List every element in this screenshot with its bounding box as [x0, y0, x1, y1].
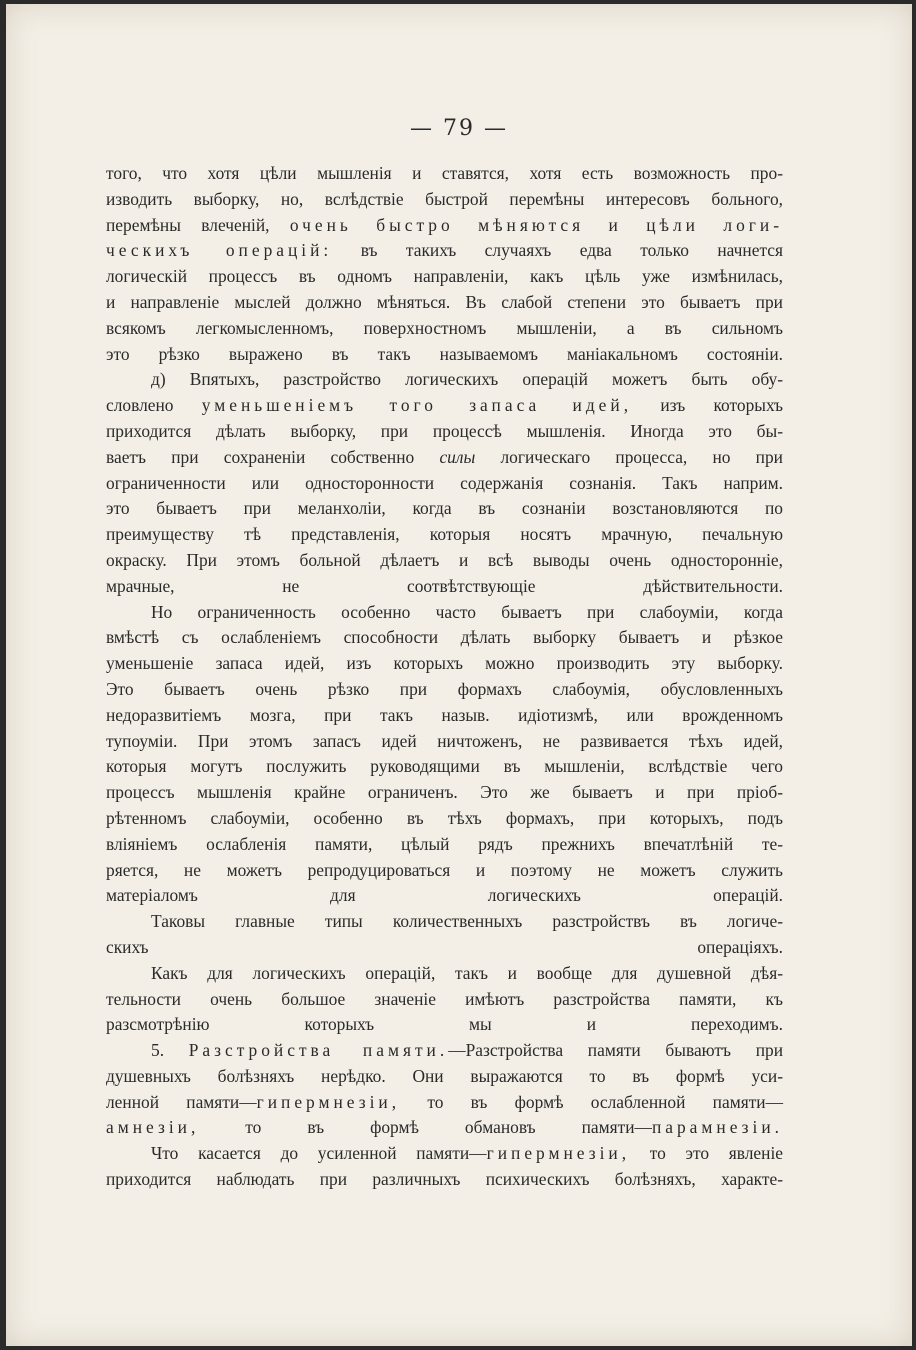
text-line: 5.: [151, 1040, 189, 1061]
text-line: недоразвитіемъ мозга, при такъ назыв. идіотизмѣ, или врожденномъ: [106, 704, 783, 725]
spaced-emphasis: гипермнезіи,: [256, 1091, 401, 1112]
text-line: то въ формѣ ослабленной памяти—: [400, 1091, 784, 1112]
text-line: въ такихъ случаяхъ едва только начнется: [332, 240, 783, 261]
text-line: уменьшеніе запаса идей, изъ которыхъ можно производить эту выборку.: [106, 653, 783, 674]
text-line: матеріаломъ для логическихъ операцій.: [106, 885, 783, 906]
text-line: словлено: [106, 395, 202, 416]
text-line: ленной памяти—: [106, 1091, 257, 1112]
paragraph: [106, 161, 783, 367]
text-line: изъ которыхъ: [632, 395, 783, 416]
text-line: которыя могутъ послужить руководящими въ мышленіи, вслѣдствіе чего: [106, 756, 783, 777]
text-line: это рѣзко выражено въ такъ называемомъ маніакальномъ состояніи.: [106, 343, 783, 364]
text-line: —Разстройства памяти бываютъ при: [448, 1040, 784, 1061]
spaced-emphasis: очень быстро мѣняются и цѣли логи-: [289, 214, 783, 235]
text-line: того, что хотя цѣли мышленія и ставятся, хотя есть возможность про-: [106, 163, 783, 183]
text-line: приходится дѣлать выборку, при процессѣ мышленія. Иногда это бы-: [106, 420, 783, 441]
text-line: окраску. При этомъ больной дѣлаетъ и всѣ выводы очень односторонніе,: [106, 549, 783, 570]
text-line: приходится наблюдать при различныхъ психическихъ болѣзняхъ, характе-: [106, 1169, 783, 1190]
text-line: тельности очень большое значеніе имѣютъ разстройства памяти, къ: [106, 988, 783, 1009]
text-line: душевныхъ болѣзняхъ нерѣдко. Они выражаются то въ формѣ уси-: [106, 1065, 783, 1086]
text-line: преимуществу тѣ представленія, которыя носятъ мрачную, печальную: [106, 524, 783, 545]
text-line: Что касается до усиленной памяти—: [151, 1143, 487, 1164]
text-line: ряется, не можетъ репродуцироваться и поэтому не можетъ служить: [106, 859, 783, 880]
paragraph: [106, 961, 783, 1038]
text-line: логическій процессъ въ одномъ направленіи, какъ цѣль уже измѣнилась,: [106, 266, 783, 287]
text-line: всякомъ легкомысленномъ, поверхностномъ мышленіи, а въ сильномъ: [106, 317, 783, 338]
text-line: это бываетъ при меланхоліи, когда въ сознаніи возстановляются по: [106, 498, 783, 519]
text-line: то это явленіе: [630, 1143, 784, 1164]
spaced-emphasis: парамнезіи.: [651, 1117, 783, 1138]
text-line: тупоуміи. При этомъ запасъ идей ничтоженъ, не развивается тѣхъ идей,: [106, 730, 783, 751]
paragraph: [106, 1141, 783, 1193]
paragraph: [106, 909, 783, 961]
text-line: Какъ для логическихъ операцій, такъ и вообще для душевной дѣя-: [151, 962, 783, 983]
text-line: д) Впятыхъ, разстройство логическихъ операцій можетъ быть обу-: [151, 369, 783, 390]
text-line: вмѣстѣ съ ослабленіемъ способности дѣлать выборку бываетъ и рѣзкое: [106, 627, 783, 648]
text-line: Это бываетъ очень рѣзко при формахъ слабоумія, обусловленныхъ: [106, 678, 783, 699]
paragraph: [106, 600, 783, 910]
spaced-emphasis: уменьшеніемъ того запаса идей,: [201, 395, 633, 416]
book-page: [6, 4, 912, 1346]
text-line: Таковы главные типы количественныхъ разстройствъ въ логиче-: [151, 911, 783, 932]
text-line: ваетъ при сохраненіи собственно: [106, 446, 440, 467]
spaced-emphasis: ческихъ операцій:: [106, 240, 333, 261]
text-line: то въ формѣ обмановъ памяти—: [199, 1117, 652, 1138]
text-line: рѣтенномъ слабоуміи, особенно въ тѣхъ формахъ, при которыхъ, подъ: [106, 807, 783, 828]
text-line: вліяніемъ ослабленія памяти, цѣлый рядъ прежнихъ впечатлѣній те-: [106, 833, 783, 854]
text-line: и направленіе мыслей должно мѣняться. Въ слабой степени это бываетъ при: [106, 291, 783, 312]
spaced-emphasis: Разстройства памяти.: [188, 1040, 449, 1061]
body-text: [106, 161, 783, 1193]
text-line: мрачные, не соотвѣтствующіе дѣйствительности.: [106, 575, 783, 596]
text-line: перемѣны влеченій,: [106, 214, 290, 235]
text-line: Но ограниченность особенно часто бываетъ при слабоуміи, когда: [151, 601, 783, 622]
text-line: изводить выборку, но, вслѣдствіе быстрой перемѣны интересовъ больного,: [106, 188, 783, 209]
spaced-emphasis: амнезіи,: [106, 1117, 200, 1138]
text-line: разсмотрѣнію которыхъ мы и переходимъ.: [106, 1014, 783, 1035]
text-line: ограниченности или односторонности содержанія сознанія. Такъ наприм.: [106, 472, 783, 493]
paragraph: [106, 1038, 783, 1141]
spaced-emphasis: гипермнезіи,: [486, 1143, 631, 1164]
paragraph: [106, 367, 783, 599]
text-line: скихъ операціяхъ.: [106, 936, 783, 957]
italic-emphasis: силы: [439, 446, 476, 467]
text-line: логическаго процесса, но при: [475, 446, 783, 467]
text-line: процессъ мышленія крайне ограниченъ. Это же бываетъ и при пріоб-: [106, 782, 783, 803]
page-number: — 79 —: [410, 116, 508, 141]
